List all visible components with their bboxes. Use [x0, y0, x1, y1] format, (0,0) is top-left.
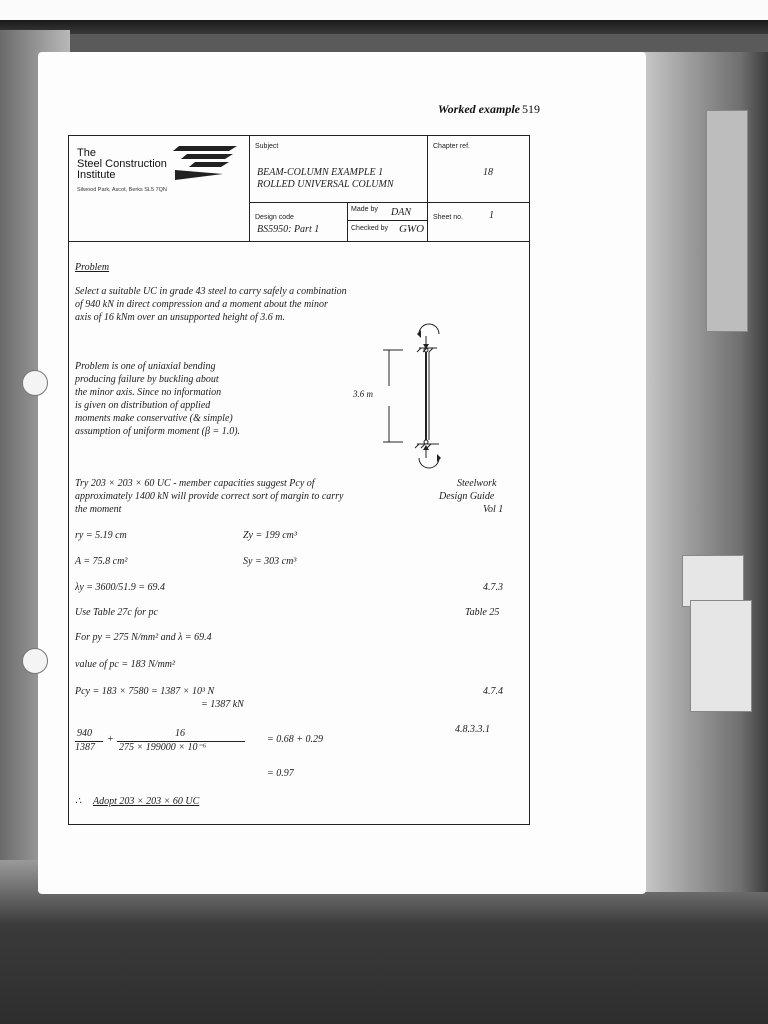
calculation-sheet — [68, 135, 530, 825]
chapter-divider — [427, 136, 428, 241]
column-diagram — [359, 316, 469, 476]
checked-by-value: GWO — [399, 223, 425, 235]
scan-top-margin — [0, 0, 768, 22]
try-line-1: Try 203 × 203 × 60 UC - member capacities suggest Pcy of — [75, 478, 315, 489]
slenderness: λy = 3600/51.9 = 69.4 — [75, 582, 166, 593]
subject-line-1: BEAM-COLUMN EXAMPLE 1 — [257, 167, 384, 178]
made-by-label: Made by — [351, 206, 378, 213]
sci-logo-icon — [173, 144, 239, 184]
chapter-label: Chapter ref. — [433, 143, 470, 150]
made-by-value: DAN — [391, 207, 411, 218]
prop-zy: Zy = 199 cm³ — [243, 530, 297, 541]
org-line-2: Steel Construction — [77, 158, 167, 170]
ref-table-25: Table 25 — [465, 607, 500, 618]
fraction-1-denominator: 1387 — [75, 742, 95, 753]
fraction-1-numerator: 940 — [77, 728, 92, 739]
ref-vol: Vol 1 — [483, 504, 504, 515]
sheet-no-value: 1 — [489, 210, 494, 221]
interaction-eq-1: = 0.68 + 0.29 — [267, 734, 323, 745]
checked-by-label: Checked by — [351, 225, 388, 232]
therefore-symbol: ∴ — [75, 796, 82, 807]
note-line-4: is given on distribution of applied — [75, 400, 211, 411]
running-header-title: Worked example — [437, 102, 520, 116]
height-label: 3.6 m — [353, 389, 373, 399]
use-table-line: Use Table 27c for pc — [75, 607, 158, 618]
note-line-3: the minor axis. Since no information — [75, 387, 222, 398]
org-line-3: Institute — [77, 169, 116, 181]
madeby-rule — [347, 220, 427, 221]
statement-line-3: axis of 16 kNm over an unsupported height of 3.6 m. — [75, 312, 285, 323]
prop-sy: Sy = 303 cm³ — [243, 556, 297, 567]
page-number: 519 — [522, 102, 540, 116]
fraction-2-numerator: 16 — [175, 728, 185, 739]
ref-4-7-3: 4.7.3 — [483, 582, 503, 593]
divider-tab — [690, 600, 752, 712]
note-line-6: assumption of uniform moment (β = 1.0). — [75, 426, 241, 437]
binder-hole — [22, 648, 48, 674]
pcy-line-1: Pcy = 183 × 7580 = 1387 × 10³ N — [75, 686, 215, 697]
ref-steelwork: Steelwork — [457, 478, 497, 489]
ref-4-7-4: 4.7.4 — [483, 686, 503, 697]
note-line-5: moments make conservative (& simple) — [75, 413, 233, 424]
plus-sign: + — [107, 734, 114, 745]
statement-line-1: Select a suitable UC in grade 43 steel to carry safely a combination — [75, 286, 347, 297]
org-divider — [249, 136, 250, 241]
subject-line-2: ROLLED UNIVERSAL COLUMN — [257, 179, 394, 190]
design-code-label: Design code — [255, 214, 294, 221]
design-code-value: BS5950: Part 1 — [257, 224, 320, 235]
book-page-edges — [636, 52, 768, 892]
prop-ry: ry = 5.19 cm — [75, 530, 127, 541]
header-bottom-rule — [69, 241, 529, 242]
divider-tab — [706, 110, 748, 332]
fraction-2-denominator: 275 × 199000 × 10⁻⁶ — [119, 742, 207, 753]
subject-rule — [249, 202, 529, 203]
try-line-3: the moment — [75, 504, 122, 515]
statement-line-2: of 940 kN in direct compression and a moment about the minor — [75, 299, 328, 310]
subject-label: Subject — [255, 143, 279, 150]
org-line-1: The — [77, 147, 96, 159]
sheet-no-label: Sheet no. — [433, 214, 463, 221]
ref-design-guide: Design Guide — [439, 491, 495, 502]
binder-hole — [22, 370, 48, 396]
value-pc-line: value of pc = 183 N/mm² — [75, 659, 176, 670]
try-line-2: approximately 1400 kN will provide correct sort of margin to carry — [75, 491, 344, 502]
for-py-line: For py = 275 N/mm² and λ = 69.4 — [75, 632, 212, 643]
chapter-value: 18 — [483, 167, 493, 178]
interaction-eq-2: = 0.97 — [267, 768, 294, 779]
note-line-1: Problem is one of uniaxial bending — [75, 361, 216, 372]
prop-area: A = 75.8 cm² — [75, 556, 128, 567]
scan-binding-shadow — [0, 20, 768, 34]
pcy-line-2: = 1387 kN — [201, 699, 244, 710]
note-line-2: producing failure by buckling about — [75, 374, 219, 385]
code-divider — [347, 202, 348, 241]
ref-4-8-3-3-1: 4.8.3.3.1 — [455, 724, 490, 735]
org-address: Silwood Park, Ascot, Berks SL5 7QN — [77, 187, 167, 193]
adopt-line: Adopt 203 × 203 × 60 UC — [93, 796, 200, 807]
problem-heading: Problem — [75, 262, 110, 273]
